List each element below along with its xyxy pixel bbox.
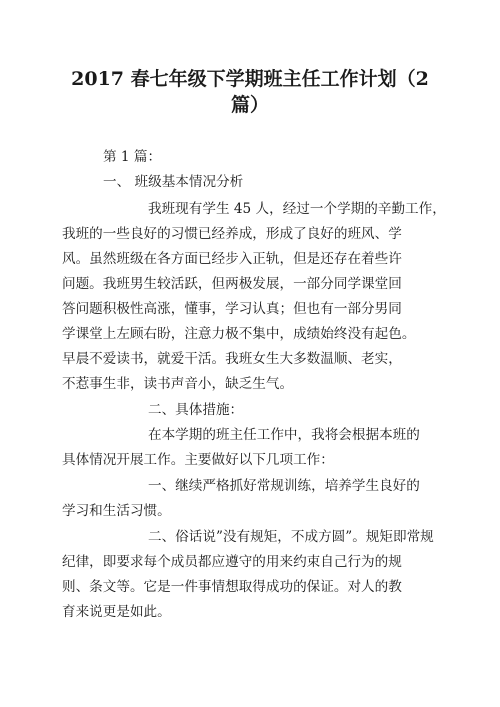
paragraph-line: 早晨不爱读书，就爱干活。我班女生大多数温顺、老实，: [62, 351, 402, 367]
paragraph-line: 不惹事生非，读书声音小，缺乏生气。: [62, 376, 294, 392]
paragraph-line: 具体情况开展工作。主要做好以下几项工作：: [62, 452, 334, 468]
paragraph-line: 纪律，即要求每个成员都应遵守的用来约束自己行为的规: [62, 554, 402, 570]
heading-class-analysis: 一、 班级基本情况分析: [103, 174, 244, 190]
paragraph-line: 在本学期的班主任工作中，我将会根据本班的: [148, 427, 420, 443]
paragraph-line: 我班的一些良好的习惯已经养成，形成了良好的班风、学: [62, 226, 402, 242]
title-line-1: 2017 春七年级下学期班主任工作计划（2: [71, 68, 429, 90]
paragraph-line: 问题。我班男生较活跃，但两极发展，一部分同学课堂回: [62, 276, 402, 292]
heading-measures: 二、具体措施：: [148, 402, 244, 418]
section-label: 第 1 篇：: [103, 149, 162, 165]
document-title: [60, 66, 440, 118]
paragraph-line: 学习和生活习惯。: [62, 503, 171, 519]
paragraph-line: 我班现有学生 45 人，经过一个学期的辛勤工作，: [148, 201, 446, 217]
paragraph-line: 育来说更是如此。: [62, 604, 171, 620]
paragraph-line: 学课堂上左顾右盼，注意力极不集中，成绩始终没有起色。: [62, 326, 416, 342]
paragraph-line: 答问题积极性高涨，懂事，学习认真；但也有一部分男同: [62, 301, 402, 317]
paragraph-line: 一、继续严格抓好常规训练，培养学生良好的: [148, 478, 420, 494]
title-line-2: 篇）: [230, 94, 269, 116]
paragraph-line: 二、俗话说”没有规矩，不成方圆”。规矩即常规: [148, 529, 434, 545]
paragraph-line: 则、条文等。它是一件事情想取得成功的保证。对人的教: [62, 579, 402, 595]
paragraph-line: 风。虽然班级在各方面已经步入正轨，但是还存在着些许: [62, 251, 402, 267]
